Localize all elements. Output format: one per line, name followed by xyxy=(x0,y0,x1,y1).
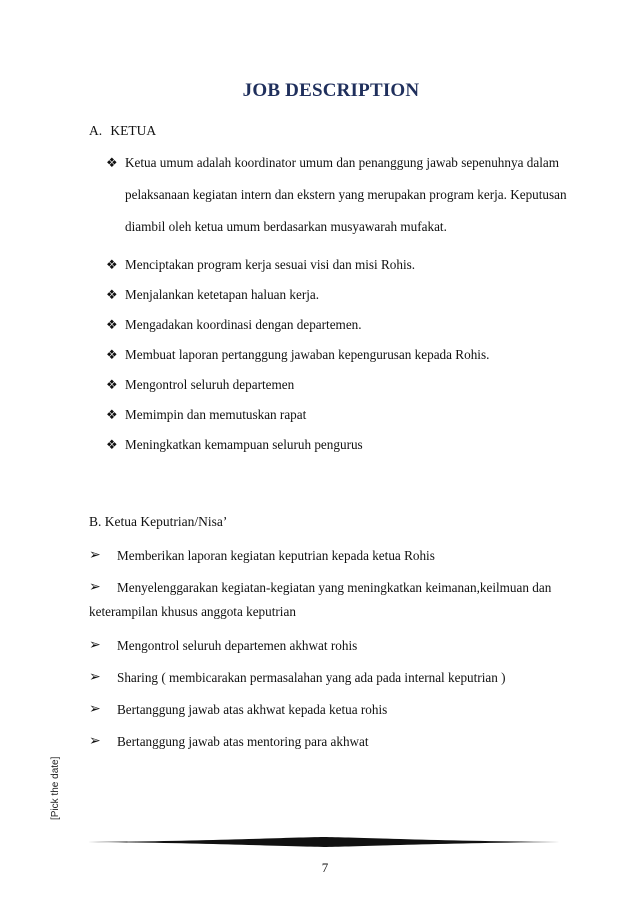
list-item xyxy=(106,407,586,423)
list-item xyxy=(89,638,589,654)
list-item xyxy=(89,670,589,686)
diamond-bullet-icon: ❖ xyxy=(106,347,118,362)
arrow-bullet-icon: ➢ xyxy=(89,702,101,717)
list-item-text: Ketua umum adalah koordinator umum dan penanggung jawab sepenuhnya dalam pelaksanaan kegiatan intern dan ekstern yang merupakan program kerja. Keputusan diambil oleh ketua umum berdasarkan musyawarah mufakat. xyxy=(125,155,567,234)
page-title: JOB DESCRIPTION xyxy=(242,80,420,101)
footer-divider xyxy=(88,836,560,848)
list-item xyxy=(106,437,586,453)
diamond-bullet-icon: ❖ xyxy=(106,437,118,452)
list-item-text: Memimpin dan memutuskan rapat xyxy=(125,407,307,422)
list-item xyxy=(106,377,586,393)
arrow-bullet-icon: ➢ xyxy=(89,548,101,563)
list-item-text: Mengadakan koordinasi dengan departemen. xyxy=(125,317,362,332)
page-number: 7 xyxy=(321,860,329,875)
list-item-text: Mengontrol seluruh departemen xyxy=(125,377,295,392)
list-item xyxy=(106,317,586,333)
list-item xyxy=(89,702,589,718)
arrow-bullet-icon: ➢ xyxy=(89,580,101,595)
section-a-title: KETUA xyxy=(110,123,157,138)
arrow-bullet-icon: ➢ xyxy=(89,734,101,749)
list-item-text: Membuat laporan pertanggung jawaban kepengurusan kepada Rohis. xyxy=(125,347,490,362)
list-item xyxy=(106,287,586,303)
section-b-heading: B. Ketua Keputrian/Nisa’ xyxy=(89,514,228,529)
list-item-text: Menciptakan program kerja sesuai visi dan misi Rohis. xyxy=(125,257,416,272)
side-date-label: [Pick the date] xyxy=(50,756,61,820)
list-item-text: Memberikan laporan kegiatan keputrian kepada ketua Rohis xyxy=(117,548,435,563)
list-item-text: Sharing ( membicarakan permasalahan yang ada pada internal keputrian ) xyxy=(117,670,506,685)
list-item xyxy=(89,548,589,564)
section-a-heading xyxy=(89,123,156,139)
section-a-number: A. xyxy=(89,123,103,138)
list-item-continuation: keterampilan khusus anggota keputrian xyxy=(89,604,296,619)
diamond-bullet-icon: ❖ xyxy=(106,257,118,272)
list-item xyxy=(106,347,586,363)
arrow-bullet-icon: ➢ xyxy=(89,670,101,685)
list-item-text: Mengontrol seluruh departemen akhwat rohis xyxy=(117,638,358,653)
list-item-text: Menjalankan ketetapan haluan kerja. xyxy=(125,287,320,302)
list-item xyxy=(106,155,586,243)
list-item xyxy=(89,734,589,750)
list-item-text: Bertanggung jawab atas mentoring para akhwat xyxy=(117,734,369,749)
section-b-list xyxy=(89,548,589,766)
diamond-bullet-icon: ❖ xyxy=(106,407,118,422)
list-item-text: Bertanggung jawab atas akhwat kepada ketua rohis xyxy=(117,702,388,717)
diamond-bullet-icon: ❖ xyxy=(106,377,118,392)
list-item-text: Menyelenggarakan kegiatan-kegiatan yang meningkatkan keimanan,keilmuan dan xyxy=(117,580,552,595)
diamond-bullet-icon: ❖ xyxy=(106,155,118,170)
list-item xyxy=(106,257,586,273)
list-item-text: Meningkatkan kemampuan seluruh pengurus xyxy=(125,437,363,452)
list-item xyxy=(89,580,589,596)
diamond-bullet-icon: ❖ xyxy=(106,317,118,332)
section-a-list xyxy=(106,155,586,467)
diamond-bullet-icon: ❖ xyxy=(106,287,118,302)
arrow-bullet-icon: ➢ xyxy=(89,638,101,653)
